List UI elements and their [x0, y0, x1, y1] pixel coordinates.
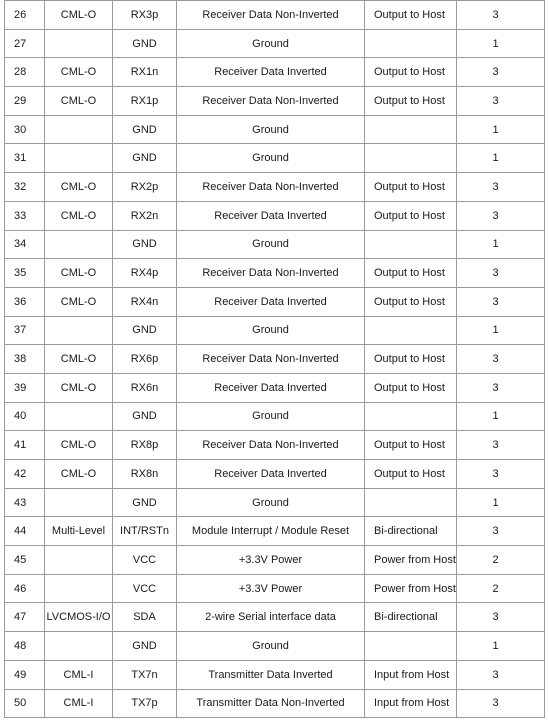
pin-number-cell: 30	[5, 115, 45, 144]
signal-description-cell: Ground	[177, 316, 365, 345]
plug-sequence-cell: 1	[457, 144, 545, 173]
logic-type-cell: CML-O	[45, 345, 113, 374]
signal-description-cell: Ground	[177, 488, 365, 517]
direction-cell: Output to Host	[365, 58, 457, 87]
table-row	[5, 373, 545, 402]
signal-symbol-cell: GND	[113, 488, 177, 517]
pin-number-cell: 46	[5, 574, 45, 603]
direction-cell	[365, 115, 457, 144]
signal-symbol-cell: GND	[113, 29, 177, 58]
pin-number-cell: 33	[5, 201, 45, 230]
table-row	[5, 230, 545, 259]
table-row	[5, 517, 545, 546]
plug-sequence-cell: 3	[457, 173, 545, 202]
signal-description-cell: Receiver Data Inverted	[177, 460, 365, 489]
signal-description-cell: Ground	[177, 402, 365, 431]
direction-cell: Output to Host	[365, 1, 457, 30]
table-row	[5, 546, 545, 575]
pin-number-cell: 47	[5, 603, 45, 632]
pin-number-cell: 32	[5, 173, 45, 202]
signal-description-cell: Ground	[177, 632, 365, 661]
direction-cell: Output to Host	[365, 287, 457, 316]
plug-sequence-cell: 3	[457, 87, 545, 116]
signal-description-cell: Ground	[177, 144, 365, 173]
pin-number-cell: 27	[5, 29, 45, 58]
plug-sequence-cell: 2	[457, 574, 545, 603]
logic-type-cell: CML-I	[45, 689, 113, 718]
plug-sequence-cell: 3	[457, 259, 545, 288]
plug-sequence-cell: 1	[457, 316, 545, 345]
table-row	[5, 58, 545, 87]
pin-number-cell: 39	[5, 373, 45, 402]
signal-symbol-cell: RX2p	[113, 173, 177, 202]
signal-symbol-cell: RX6n	[113, 373, 177, 402]
pin-number-cell: 29	[5, 87, 45, 116]
signal-symbol-cell: RX1p	[113, 87, 177, 116]
signal-description-cell: Receiver Data Inverted	[177, 373, 365, 402]
direction-cell: Output to Host	[365, 460, 457, 489]
direction-cell	[365, 488, 457, 517]
plug-sequence-cell: 3	[457, 373, 545, 402]
signal-symbol-cell: RX4n	[113, 287, 177, 316]
direction-cell	[365, 144, 457, 173]
plug-sequence-cell: 3	[457, 201, 545, 230]
logic-type-cell	[45, 402, 113, 431]
signal-description-cell: Receiver Data Non-Inverted	[177, 173, 365, 202]
logic-type-cell: CML-O	[45, 460, 113, 489]
signal-symbol-cell: GND	[113, 115, 177, 144]
logic-type-cell	[45, 316, 113, 345]
pin-number-cell: 36	[5, 287, 45, 316]
logic-type-cell: CML-O	[45, 173, 113, 202]
signal-description-cell: Receiver Data Non-Inverted	[177, 87, 365, 116]
logic-type-cell: CML-O	[45, 287, 113, 316]
plug-sequence-cell: 3	[457, 660, 545, 689]
logic-type-cell	[45, 29, 113, 58]
signal-description-cell: Ground	[177, 115, 365, 144]
signal-symbol-cell: TX7n	[113, 660, 177, 689]
logic-type-cell	[45, 230, 113, 259]
signal-symbol-cell: SDA	[113, 603, 177, 632]
plug-sequence-cell: 2	[457, 546, 545, 575]
signal-description-cell: +3.3V Power	[177, 574, 365, 603]
signal-symbol-cell: GND	[113, 144, 177, 173]
plug-sequence-cell: 1	[457, 488, 545, 517]
plug-sequence-cell: 1	[457, 632, 545, 661]
direction-cell: Input from Host	[365, 689, 457, 718]
direction-cell: Output to Host	[365, 87, 457, 116]
logic-type-cell	[45, 488, 113, 517]
signal-description-cell: Receiver Data Non-Inverted	[177, 1, 365, 30]
table-row	[5, 1, 545, 30]
signal-description-cell: Module Interrupt / Module Reset	[177, 517, 365, 546]
signal-symbol-cell: INT/RSTn	[113, 517, 177, 546]
signal-description-cell: Receiver Data Inverted	[177, 58, 365, 87]
table-row	[5, 115, 545, 144]
plug-sequence-cell: 3	[457, 460, 545, 489]
plug-sequence-cell: 1	[457, 402, 545, 431]
pin-number-cell: 35	[5, 259, 45, 288]
signal-symbol-cell: RX1n	[113, 58, 177, 87]
logic-type-cell	[45, 115, 113, 144]
table-row	[5, 201, 545, 230]
signal-symbol-cell: RX4p	[113, 259, 177, 288]
pin-number-cell: 43	[5, 488, 45, 517]
direction-cell: Output to Host	[365, 201, 457, 230]
pin-number-cell: 48	[5, 632, 45, 661]
signal-symbol-cell: GND	[113, 402, 177, 431]
direction-cell: Power from Host	[365, 546, 457, 575]
direction-cell	[365, 402, 457, 431]
table-row	[5, 632, 545, 661]
direction-cell: Bi-directional	[365, 517, 457, 546]
signal-symbol-cell: RX2n	[113, 201, 177, 230]
pin-number-cell: 26	[5, 1, 45, 30]
signal-description-cell: Ground	[177, 29, 365, 58]
signal-symbol-cell: RX3p	[113, 1, 177, 30]
signal-symbol-cell: GND	[113, 632, 177, 661]
pin-number-cell: 34	[5, 230, 45, 259]
plug-sequence-cell: 3	[457, 1, 545, 30]
table-row	[5, 402, 545, 431]
logic-type-cell: CML-O	[45, 201, 113, 230]
direction-cell: Output to Host	[365, 259, 457, 288]
table-row	[5, 574, 545, 603]
direction-cell: Input from Host	[365, 660, 457, 689]
logic-type-cell: CML-O	[45, 373, 113, 402]
logic-type-cell: CML-I	[45, 660, 113, 689]
plug-sequence-cell: 3	[457, 431, 545, 460]
pin-number-cell: 38	[5, 345, 45, 374]
pin-number-cell: 42	[5, 460, 45, 489]
signal-description-cell: Receiver Data Non-Inverted	[177, 431, 365, 460]
pin-number-cell: 49	[5, 660, 45, 689]
table-row	[5, 316, 545, 345]
pin-definition-table	[4, 0, 545, 718]
table-row	[5, 431, 545, 460]
plug-sequence-cell: 3	[457, 689, 545, 718]
plug-sequence-cell: 3	[457, 287, 545, 316]
table-row	[5, 460, 545, 489]
logic-type-cell	[45, 632, 113, 661]
table-row	[5, 259, 545, 288]
direction-cell: Power from Host	[365, 574, 457, 603]
pin-number-cell: 28	[5, 58, 45, 87]
signal-symbol-cell: GND	[113, 230, 177, 259]
direction-cell	[365, 632, 457, 661]
signal-symbol-cell: RX6p	[113, 345, 177, 374]
signal-description-cell: Transmitter Data Non-Inverted	[177, 689, 365, 718]
signal-symbol-cell: VCC	[113, 546, 177, 575]
signal-description-cell: Receiver Data Non-Inverted	[177, 259, 365, 288]
table-body	[5, 1, 545, 718]
logic-type-cell: CML-O	[45, 259, 113, 288]
direction-cell	[365, 29, 457, 58]
table-row	[5, 345, 545, 374]
plug-sequence-cell: 3	[457, 58, 545, 87]
table-row	[5, 144, 545, 173]
signal-symbol-cell: TX7p	[113, 689, 177, 718]
table-row	[5, 603, 545, 632]
signal-description-cell: Receiver Data Inverted	[177, 287, 365, 316]
direction-cell	[365, 316, 457, 345]
signal-description-cell: Transmitter Data Inverted	[177, 660, 365, 689]
logic-type-cell	[45, 144, 113, 173]
signal-symbol-cell: GND	[113, 316, 177, 345]
table-row	[5, 87, 545, 116]
direction-cell	[365, 230, 457, 259]
signal-description-cell: +3.3V Power	[177, 546, 365, 575]
logic-type-cell	[45, 546, 113, 575]
plug-sequence-cell: 1	[457, 115, 545, 144]
logic-type-cell	[45, 574, 113, 603]
pin-number-cell: 31	[5, 144, 45, 173]
plug-sequence-cell: 1	[457, 230, 545, 259]
logic-type-cell: CML-O	[45, 87, 113, 116]
pin-number-cell: 50	[5, 689, 45, 718]
direction-cell: Output to Host	[365, 373, 457, 402]
plug-sequence-cell: 3	[457, 517, 545, 546]
logic-type-cell: LVCMOS-I/O	[45, 603, 113, 632]
signal-symbol-cell: VCC	[113, 574, 177, 603]
table-row	[5, 660, 545, 689]
plug-sequence-cell: 3	[457, 603, 545, 632]
direction-cell: Bi-directional	[365, 603, 457, 632]
pin-number-cell: 37	[5, 316, 45, 345]
table-row	[5, 29, 545, 58]
table-row	[5, 488, 545, 517]
pin-number-cell: 41	[5, 431, 45, 460]
table-row	[5, 287, 545, 316]
direction-cell: Output to Host	[365, 431, 457, 460]
logic-type-cell: CML-O	[45, 1, 113, 30]
signal-symbol-cell: RX8n	[113, 460, 177, 489]
plug-sequence-cell: 3	[457, 345, 545, 374]
direction-cell: Output to Host	[365, 345, 457, 374]
pin-number-cell: 40	[5, 402, 45, 431]
logic-type-cell: CML-O	[45, 431, 113, 460]
table-row	[5, 173, 545, 202]
plug-sequence-cell: 1	[457, 29, 545, 58]
signal-description-cell: Receiver Data Non-Inverted	[177, 345, 365, 374]
pin-number-cell: 44	[5, 517, 45, 546]
signal-description-cell: 2-wire Serial interface data	[177, 603, 365, 632]
signal-description-cell: Ground	[177, 230, 365, 259]
signal-description-cell: Receiver Data Inverted	[177, 201, 365, 230]
logic-type-cell: CML-O	[45, 58, 113, 87]
logic-type-cell: Multi-Level	[45, 517, 113, 546]
signal-symbol-cell: RX8p	[113, 431, 177, 460]
direction-cell: Output to Host	[365, 173, 457, 202]
pin-number-cell: 45	[5, 546, 45, 575]
table-row	[5, 689, 545, 718]
